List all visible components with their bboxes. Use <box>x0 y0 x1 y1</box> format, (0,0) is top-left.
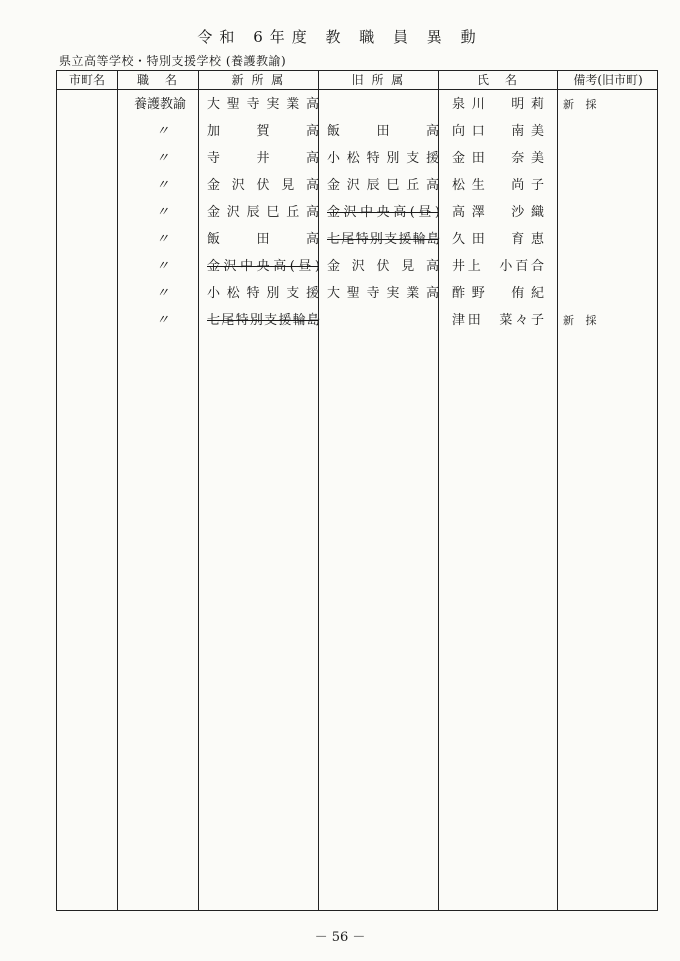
note-cell <box>563 226 655 253</box>
role-cell: 養護教諭 <box>133 97 186 112</box>
name-cell: 久田 育恵 <box>452 232 544 247</box>
note-cell: 新 採 <box>563 314 601 327</box>
role-cell: 〃 <box>155 205 169 220</box>
header-divider <box>57 89 657 90</box>
name-cell: 高澤 沙織 <box>452 205 544 220</box>
table-row <box>57 118 657 145</box>
old-post-cell: 金沢中央高(昼) <box>327 205 439 220</box>
header-city: 市町名 <box>68 73 105 87</box>
old-post-cell: 小松特別支援 <box>327 151 439 166</box>
note-cell <box>563 253 655 280</box>
header-name: 氏 名 <box>476 73 519 87</box>
table-row <box>57 172 657 199</box>
note-cell: 新 採 <box>563 98 601 111</box>
new-post-cell: 寺 井 高 <box>207 151 319 166</box>
name-cell: 泉川 明莉 <box>452 97 544 112</box>
header-note: 備考(旧市町) <box>573 73 643 87</box>
name-cell: 井上 小百合 <box>452 259 544 274</box>
role-cell: 〃 <box>155 232 169 247</box>
table-row <box>57 91 657 118</box>
note-cell <box>563 280 655 307</box>
old-post-cell: 大聖寺実業高 <box>327 286 439 301</box>
table-row <box>57 307 657 334</box>
name-cell: 金田 奈美 <box>452 151 544 166</box>
new-post-cell: 七尾特別支援輪島 <box>207 313 319 328</box>
role-cell: 〃 <box>155 313 169 328</box>
old-post-cell: 金沢辰巳丘高 <box>327 178 439 193</box>
role-cell: 〃 <box>155 259 169 274</box>
note-cell <box>563 145 655 172</box>
header-role: 職 名 <box>136 73 179 87</box>
document-subtitle: 県立高等学校・特別支援学校 (養護教諭) <box>59 54 287 68</box>
old-post-cell <box>327 91 439 118</box>
document-title: 令和 6年度 教 職 員 異 動 <box>197 28 483 46</box>
name-cell: 松生 尚子 <box>452 178 544 193</box>
new-post-cell: 大聖寺実業高 <box>207 97 319 112</box>
old-post-cell: 飯 田 高 <box>327 124 439 139</box>
new-post-cell: 金沢辰巳丘高 <box>207 205 319 220</box>
name-cell: 酢野 侑紀 <box>452 286 544 301</box>
table-row <box>57 280 657 307</box>
personnel-table <box>56 70 658 911</box>
table-row <box>57 145 657 172</box>
name-cell: 向口 南美 <box>452 124 544 139</box>
old-post-cell <box>327 307 439 334</box>
new-post-cell: 小松特別支援 <box>207 286 319 301</box>
role-cell: 〃 <box>155 124 169 139</box>
note-cell <box>563 118 655 145</box>
page-number: － 56 － <box>314 930 366 945</box>
new-post-cell: 加 賀 高 <box>207 124 319 139</box>
table-row <box>57 226 657 253</box>
role-cell: 〃 <box>155 286 169 301</box>
role-cell: 〃 <box>155 151 169 166</box>
old-post-cell: 金沢伏見高 <box>327 259 439 274</box>
name-cell: 津田 菜々子 <box>452 313 544 328</box>
new-post-cell: 金沢中央高(昼) <box>207 259 319 274</box>
header-new-post: 新 所 属 <box>231 73 286 87</box>
old-post-cell: 七尾特別支援輪島 <box>327 232 439 247</box>
new-post-cell: 金沢伏見高 <box>207 178 319 193</box>
new-post-cell: 飯 田 高 <box>207 232 319 247</box>
header-old-post: 旧 所 属 <box>351 73 406 87</box>
note-cell <box>563 172 655 199</box>
table-row <box>57 253 657 280</box>
table-row <box>57 199 657 226</box>
role-cell: 〃 <box>155 178 169 193</box>
note-cell <box>563 199 655 226</box>
